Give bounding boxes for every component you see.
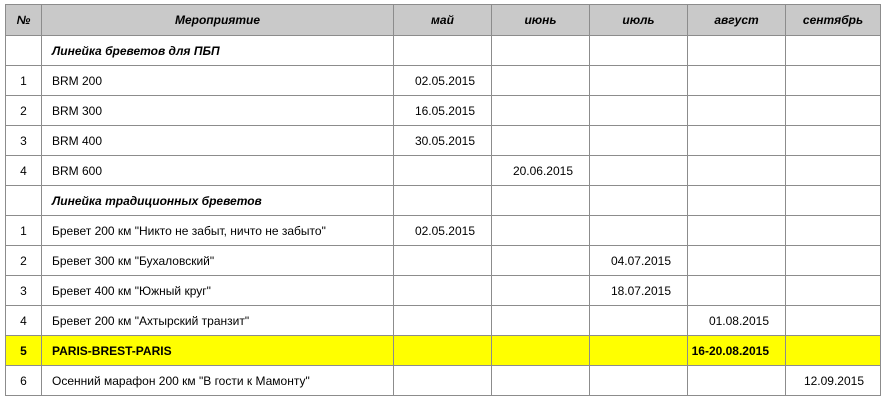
cell-num: 1 [6, 66, 42, 96]
cell-august [688, 126, 786, 156]
cell-june [492, 186, 590, 216]
header-july: июль [590, 5, 688, 36]
table-row [6, 96, 881, 126]
cell-may [394, 366, 492, 396]
cell-july [590, 366, 688, 396]
cell-june [492, 216, 590, 246]
cell-event: BRM 300 [42, 96, 394, 126]
cell-june [492, 276, 590, 306]
cell-september [786, 66, 881, 96]
cell-august [688, 96, 786, 126]
section-title: Линейка традиционных бреветов [42, 186, 394, 216]
cell-september [786, 246, 881, 276]
cell-september [786, 336, 881, 366]
table-row [6, 276, 881, 306]
cell-num: 6 [6, 366, 42, 396]
cell-august [688, 246, 786, 276]
header-september: сентябрь [786, 5, 881, 36]
cell-event: Бревет 400 км "Южный круг" [42, 276, 394, 306]
table-row [6, 66, 881, 96]
cell-july [590, 156, 688, 186]
cell-june [492, 336, 590, 366]
cell-june [492, 66, 590, 96]
cell-august [688, 216, 786, 246]
cell-num: 4 [6, 156, 42, 186]
cell-may [394, 276, 492, 306]
cell-june [492, 36, 590, 66]
cell-june: 20.06.2015 [492, 156, 590, 186]
table-row [6, 126, 881, 156]
cell-event: BRM 400 [42, 126, 394, 156]
cell-september [786, 186, 881, 216]
cell-event: Бревет 300 км "Бухаловский" [42, 246, 394, 276]
cell-event: Бревет 200 км "Ахтырский транзит" [42, 306, 394, 336]
table-row [6, 246, 881, 276]
cell-august: 16-20.08.2015 [688, 336, 786, 366]
cell-july [590, 186, 688, 216]
cell-august [688, 66, 786, 96]
cell-num [6, 36, 42, 66]
cell-may: 16.05.2015 [394, 96, 492, 126]
cell-june [492, 126, 590, 156]
table-row [6, 36, 881, 66]
header-num: № [6, 5, 42, 36]
cell-july [590, 216, 688, 246]
table-row [6, 186, 881, 216]
cell-june [492, 246, 590, 276]
cell-may: 02.05.2015 [394, 216, 492, 246]
cell-july [590, 126, 688, 156]
header-event: Мероприятие [42, 5, 394, 36]
cell-august [688, 156, 786, 186]
cell-august [688, 276, 786, 306]
cell-num: 2 [6, 246, 42, 276]
cell-num: 5 [6, 336, 42, 366]
cell-num: 3 [6, 276, 42, 306]
cell-september [786, 306, 881, 336]
cell-july: 18.07.2015 [590, 276, 688, 306]
cell-may [394, 336, 492, 366]
cell-may [394, 156, 492, 186]
cell-num [6, 186, 42, 216]
cell-july [590, 96, 688, 126]
cell-july [590, 306, 688, 336]
cell-september [786, 276, 881, 306]
cell-may: 30.05.2015 [394, 126, 492, 156]
cell-june [492, 366, 590, 396]
cell-july [590, 66, 688, 96]
cell-num: 3 [6, 126, 42, 156]
table-row [6, 216, 881, 246]
header-may: май [394, 5, 492, 36]
cell-september: 12.09.2015 [786, 366, 881, 396]
cell-june [492, 306, 590, 336]
cell-september [786, 156, 881, 186]
cell-may [394, 186, 492, 216]
table-row [6, 306, 881, 336]
cell-num: 1 [6, 216, 42, 246]
events-table [5, 4, 881, 396]
cell-num: 2 [6, 96, 42, 126]
cell-may: 02.05.2015 [394, 66, 492, 96]
cell-june [492, 96, 590, 126]
cell-august [688, 366, 786, 396]
cell-july [590, 36, 688, 66]
header-row [6, 5, 881, 36]
cell-num: 4 [6, 306, 42, 336]
cell-event: Осенний марафон 200 км "В гости к Мамонту" [42, 366, 394, 396]
cell-event: BRM 200 [42, 66, 394, 96]
cell-august [688, 36, 786, 66]
cell-event: Бревет 200 км "Никто не забыт, ничто не забыто" [42, 216, 394, 246]
cell-september [786, 96, 881, 126]
cell-september [786, 216, 881, 246]
cell-july: 04.07.2015 [590, 246, 688, 276]
cell-september [786, 36, 881, 66]
cell-july [590, 336, 688, 366]
cell-event: PARIS-BREST-PARIS [42, 336, 394, 366]
cell-may [394, 246, 492, 276]
table-row [6, 156, 881, 186]
cell-may [394, 306, 492, 336]
table-row [6, 366, 881, 396]
cell-september [786, 126, 881, 156]
table-row-highlighted [6, 336, 881, 366]
header-august: август [688, 5, 786, 36]
header-june: июнь [492, 5, 590, 36]
cell-august: 01.08.2015 [688, 306, 786, 336]
cell-may [394, 36, 492, 66]
cell-event: BRM 600 [42, 156, 394, 186]
cell-august [688, 186, 786, 216]
section-title: Линейка бреветов для ПБП [42, 36, 394, 66]
